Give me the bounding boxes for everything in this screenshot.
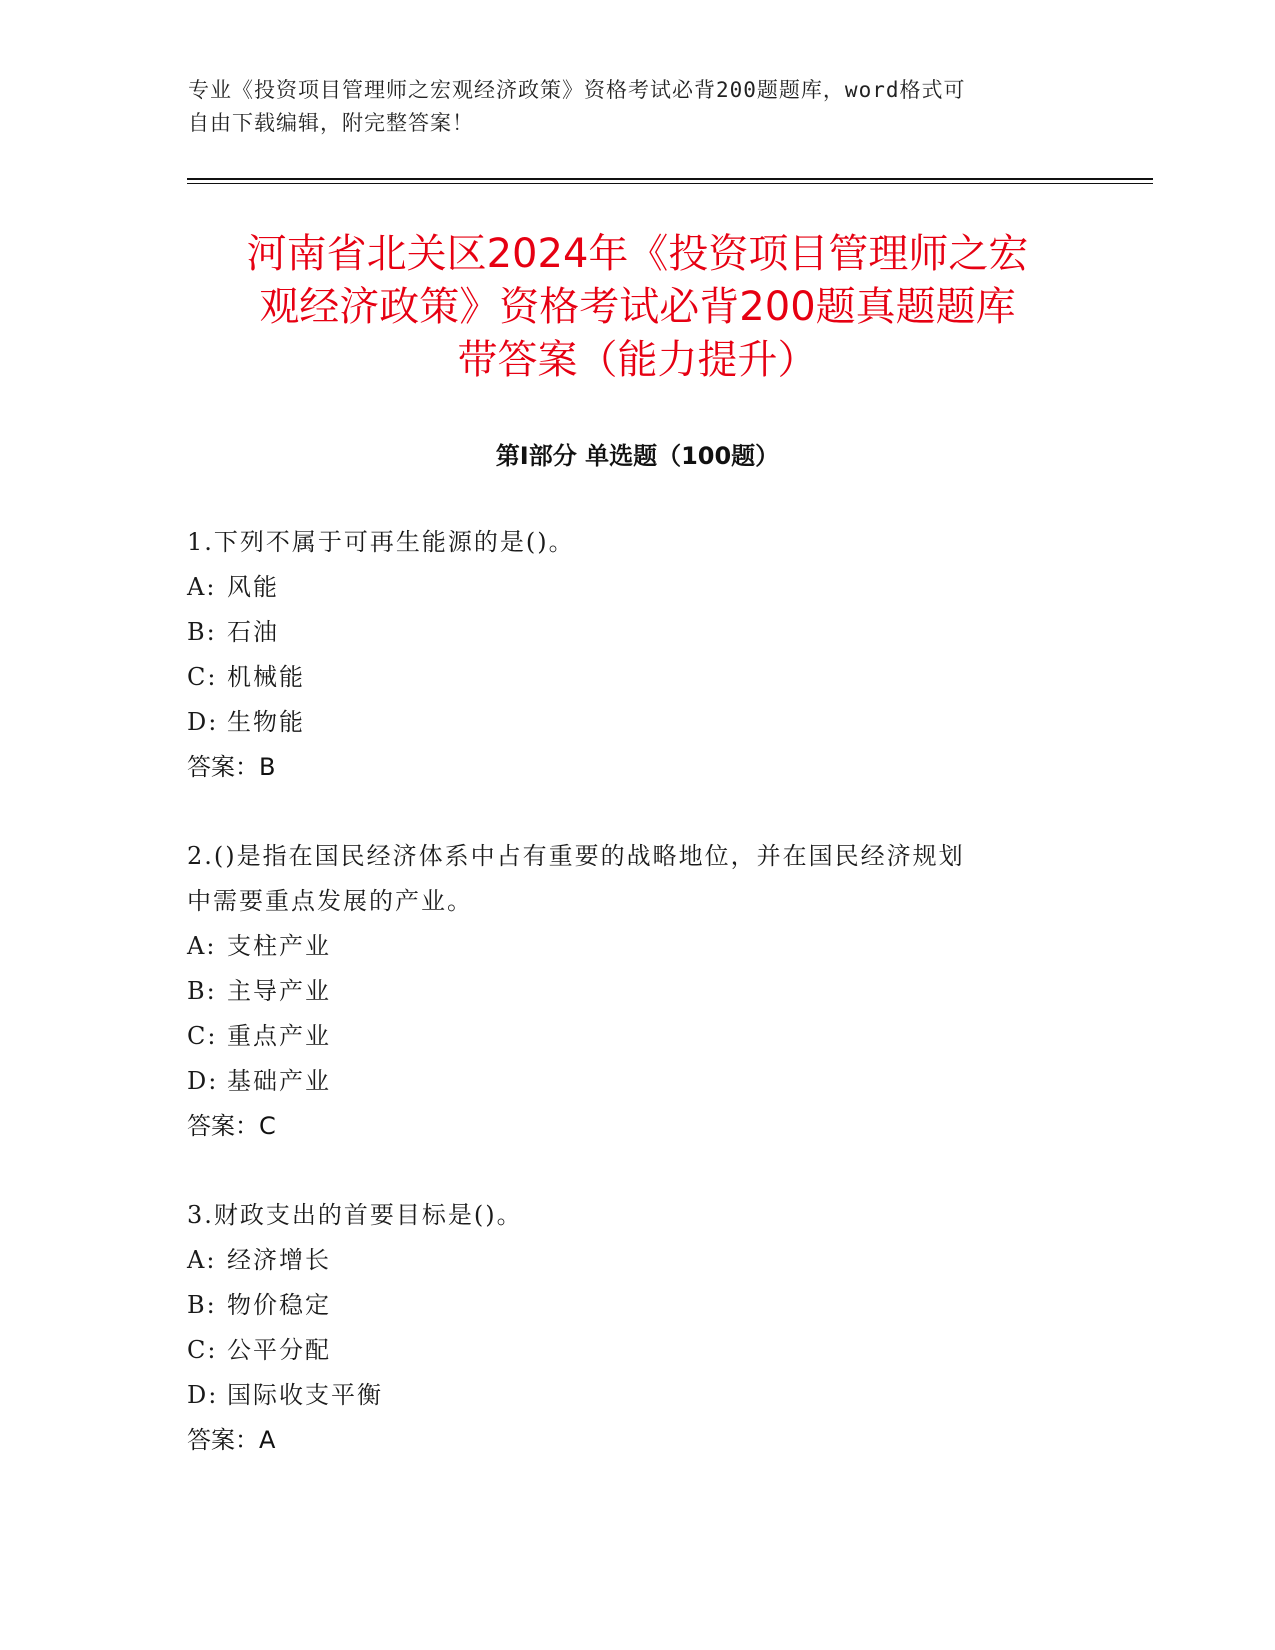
option-text: 物价稳定: [227, 1291, 331, 1319]
header-note-line-2: 自由下载编辑，附完整答案！: [188, 111, 474, 135]
header-divider-thin: [187, 183, 1153, 184]
option-letter: C:: [187, 1022, 218, 1050]
option-letter: B:: [187, 977, 217, 1005]
option-b: [187, 1283, 1087, 1328]
option-letter: D:: [187, 1381, 219, 1409]
option-b: [187, 969, 1087, 1014]
option-d: [187, 1059, 1087, 1104]
question-2: [187, 834, 1087, 1149]
option-text: 国际收支平衡: [227, 1381, 383, 1409]
option-text: 机械能: [227, 663, 305, 691]
document-title-line-3: 带答案（能力提升）: [457, 337, 818, 383]
question-list: [187, 520, 1087, 1507]
question-1: [187, 520, 1087, 790]
option-letter: C:: [187, 663, 218, 691]
document-title: [150, 228, 1125, 387]
question-stem-line-1: 2.()是指在国民经济体系中占有重要的战略地位，并在国民经济规划: [187, 842, 965, 870]
option-letter: D:: [187, 1067, 219, 1095]
option-text: 风能: [227, 573, 279, 601]
question-3: [187, 1193, 1087, 1463]
header-note-line-1: 专业《投资项目管理师之宏观经济政策》资格考试必背200题题库，word格式可: [188, 78, 966, 102]
option-text: 经济增长: [227, 1246, 331, 1274]
option-c: [187, 1014, 1087, 1059]
option-text: 石油: [227, 618, 279, 646]
header-divider-thick: [187, 178, 1153, 180]
option-c: [187, 1328, 1087, 1373]
option-letter: A:: [187, 932, 217, 960]
option-a: [187, 565, 1087, 610]
answer-line: 答案：A: [187, 1426, 276, 1454]
option-letter: D:: [187, 708, 219, 736]
answer-line: 答案：C: [187, 1112, 276, 1140]
section-heading: 第Ⅰ部分 单选题（100题）: [495, 442, 780, 470]
option-letter: B:: [187, 618, 217, 646]
question-stem: 3.财政支出的首要目标是()。: [187, 1201, 523, 1229]
document-title-line-1: 河南省北关区2024年《投资项目管理师之宏: [246, 231, 1029, 277]
option-letter: A:: [187, 573, 217, 601]
question-stem-line-2: 中需要重点发展的产业。: [187, 887, 473, 915]
option-text: 支柱产业: [227, 932, 331, 960]
option-b: [187, 610, 1087, 655]
option-text: 公平分配: [227, 1336, 331, 1364]
option-a: [187, 1238, 1087, 1283]
option-letter: A:: [187, 1246, 217, 1274]
answer-line: 答案：B: [187, 753, 276, 781]
option-a: [187, 924, 1087, 969]
option-letter: C:: [187, 1336, 218, 1364]
option-text: 基础产业: [227, 1067, 331, 1095]
document-title-line-2: 观经济政策》资格考试必背200题真题题库: [259, 284, 1016, 330]
option-text: 重点产业: [227, 1022, 331, 1050]
option-d: [187, 700, 1087, 745]
option-text: 主导产业: [227, 977, 331, 1005]
question-stem: 1.下列不属于可再生能源的是()。: [187, 528, 575, 556]
option-c: [187, 655, 1087, 700]
option-text: 生物能: [227, 708, 305, 736]
option-d: [187, 1373, 1087, 1418]
option-letter: B:: [187, 1291, 217, 1319]
header-note: [188, 74, 1088, 140]
